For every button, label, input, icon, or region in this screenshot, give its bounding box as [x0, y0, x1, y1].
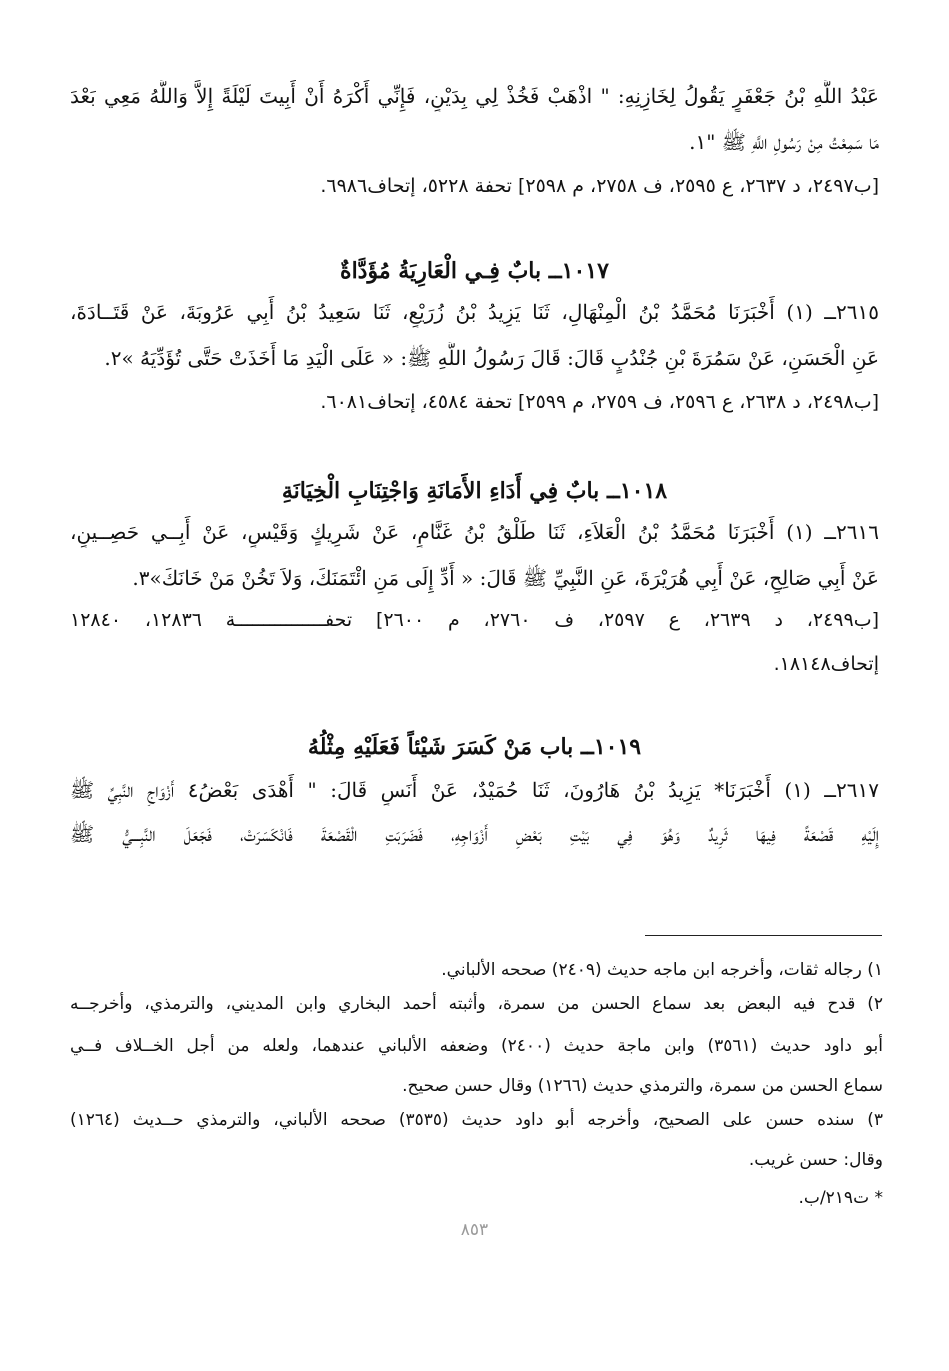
hadith-2616-references-cont: إتحاف١٨١٤٨. [773, 653, 879, 675]
footnote-3-line-1: ٣) سنده حسن على الصحيح، وأخرجه أبو داود حديث (٣٥٣٥) صححه الألباني، والترمذي حــديث (١٢٦٤) [70, 1110, 883, 1130]
hadith-2616-line-2: عَنْ أَبِي صَالِحٍ، عَنْ أَبِي هُرَيْرَةَ، عَنِ النَّبِيِّ ﷺ قَالَ: « أَدِّ إِلَى مَنِ ائْتَمَنَكَ، وَلاَ تَخُنْ مَنْ خَانَكَ»٣. [132, 566, 879, 590]
hadith-2616-references: [ب٢٤٩٩، د ٢٦٣٩، ع ٢٥٩٧، ف ٢٧٦٠، م ٢٦٠٠] تحفــــــــــــــــة ١٢٨٣٦، ١٢٨٤٠ [70, 609, 879, 631]
section-heading-1017: ١٠١٧ــ بابٌ فِـي الْعَارِيَةُ مُؤَدَّاةٌ [340, 258, 609, 284]
footnote-2-line-3: سماع الحسن من سمرة، والترمذي حديث (١٢٦٦) وقال حسن صحيح. [402, 1076, 883, 1096]
hadith-2615-line-1: ٢٦١٥ــ (١) أَخْبَرَنَا مُحَمَّدُ بْنُ الْمِنْهَالِ، ثَنَا يَزِيدُ بْنُ زُرَيْعٍ، ثَنَا سَعِيدُ بْنُ أَبِي عَرُوبَةَ، عَنْ قَتَــادَةَ، [70, 300, 879, 324]
intro-line-1: عَبْدُ اللَّهِ بْنُ جَعْفَرٍ يَقُولُ لِخَازِنِهِ: " اذْهَبْ فَخُذْ لِي بِدَيْنٍ، فَإِنِّي أَكْرَهُ أَنْ أَبِيتَ لَيْلَةً إِلاَّ وَاللَّهُ مَعِي بَعْدَ [70, 84, 879, 108]
footnote-2-line-2: أبو داود حديث (٣٥٦١) وابن ماجة حديث (٢٤٠٠) وضعفه الألباني عندهما، ولعله من أجل الخــلاف فــي [70, 1036, 883, 1056]
intro-line-2: مَا سَمِعْتُ مِنْ رَسُولِ اللَّهِ ﷺ "١. [689, 130, 879, 154]
footnote-separator [645, 935, 882, 936]
hadith-2615-references: [ب٢٤٩٨، د ٢٦٣٨، ع ٢٥٩٦، ف ٢٧٥٩، م ٢٥٩٩] تحفة ٤٥٨٤، إتحاف٦٠٨١. [320, 391, 879, 413]
section-heading-1018: ١٠١٨ــ بابٌ فِي أَدَاءِ الأَمَانَةِ وَاجْتِنَابِ الْخِيَانَةِ [281, 478, 668, 504]
hadith-2617-line-1: ٢٦١٧ــ (١) أَخْبَرَنَا* يَزِيدُ بْنُ هَارُونَ، ثَنَا حُمَيْدٌ، عَنْ أَنَسٍ قَالَ: " أَهْدَى بَعْضُ٤ أَزْوَاجِ النَّبِيِّ ﷺ [70, 778, 879, 802]
section-heading-1019: ١٠١٩ــ باب مَنْ كَسَرَ شَيْئاً فَعَلَيْهِ مِثْلُهُ [307, 734, 642, 760]
hadith-2615-line-2: عَنِ الْحَسَنِ، عَنْ سَمُرَةَ بْنِ جُنْدُبٍ قَالَ: قَالَ رَسُولُ اللَّهِ ﷺ: « عَلَى الْيَدِ مَا أَخَذَتْ حَتَّى تُؤَدِّيَهُ »٢. [104, 346, 879, 370]
hadith-2617-line-2: إِلَيْهِ قَصْعَةً فِيهَا ثَرِيدٌ وَهُوَ فِي بَيْتِ بَعْضِ أَزْوَاجِهِ، فَضَرَبَتِ الْقَصْعَةَ فَانْكَسَرَتْ، فَجَعَلَ النَّبِـــيُّ ﷺ [70, 822, 879, 846]
footnote-2-line-1: ٢) قدح فيه البعض بعد سماع الحسن من سمرة، وأثبته أحمد البخاري وابن المديني، والترمذي، وأخرجــه [70, 994, 883, 1014]
footnote-1: ١) رجاله ثقات، وأخرجه ابن ماجه حديث (٢٤٠٩) صححه الألباني. [441, 960, 883, 980]
page-number: ٨٥٣ [460, 1220, 489, 1240]
intro-references: [ب٢٤٩٧، د ٢٦٣٧، ع ٢٥٩٥، ف ٢٧٥٨، م ٢٥٩٨] تحفة ٥٢٢٨، إتحاف٦٩٨٦. [320, 175, 879, 197]
hadith-2616-line-1: ٢٦١٦ــ (١) أَخْبَرَنَا مُحَمَّدُ بْنُ الْعَلاَءِ، ثَنَا طَلْقُ بْنُ غَنَّامٍ، عَنْ شَرِيكٍ وَقَيْسٍ، عَنْ أَبِــي حَصِــينٍ، [70, 520, 879, 544]
footnote-manuscript-marker: * ت٢١٩/ب. [798, 1188, 883, 1208]
footnote-3-line-2: وقال: حسن غريب. [748, 1150, 883, 1170]
